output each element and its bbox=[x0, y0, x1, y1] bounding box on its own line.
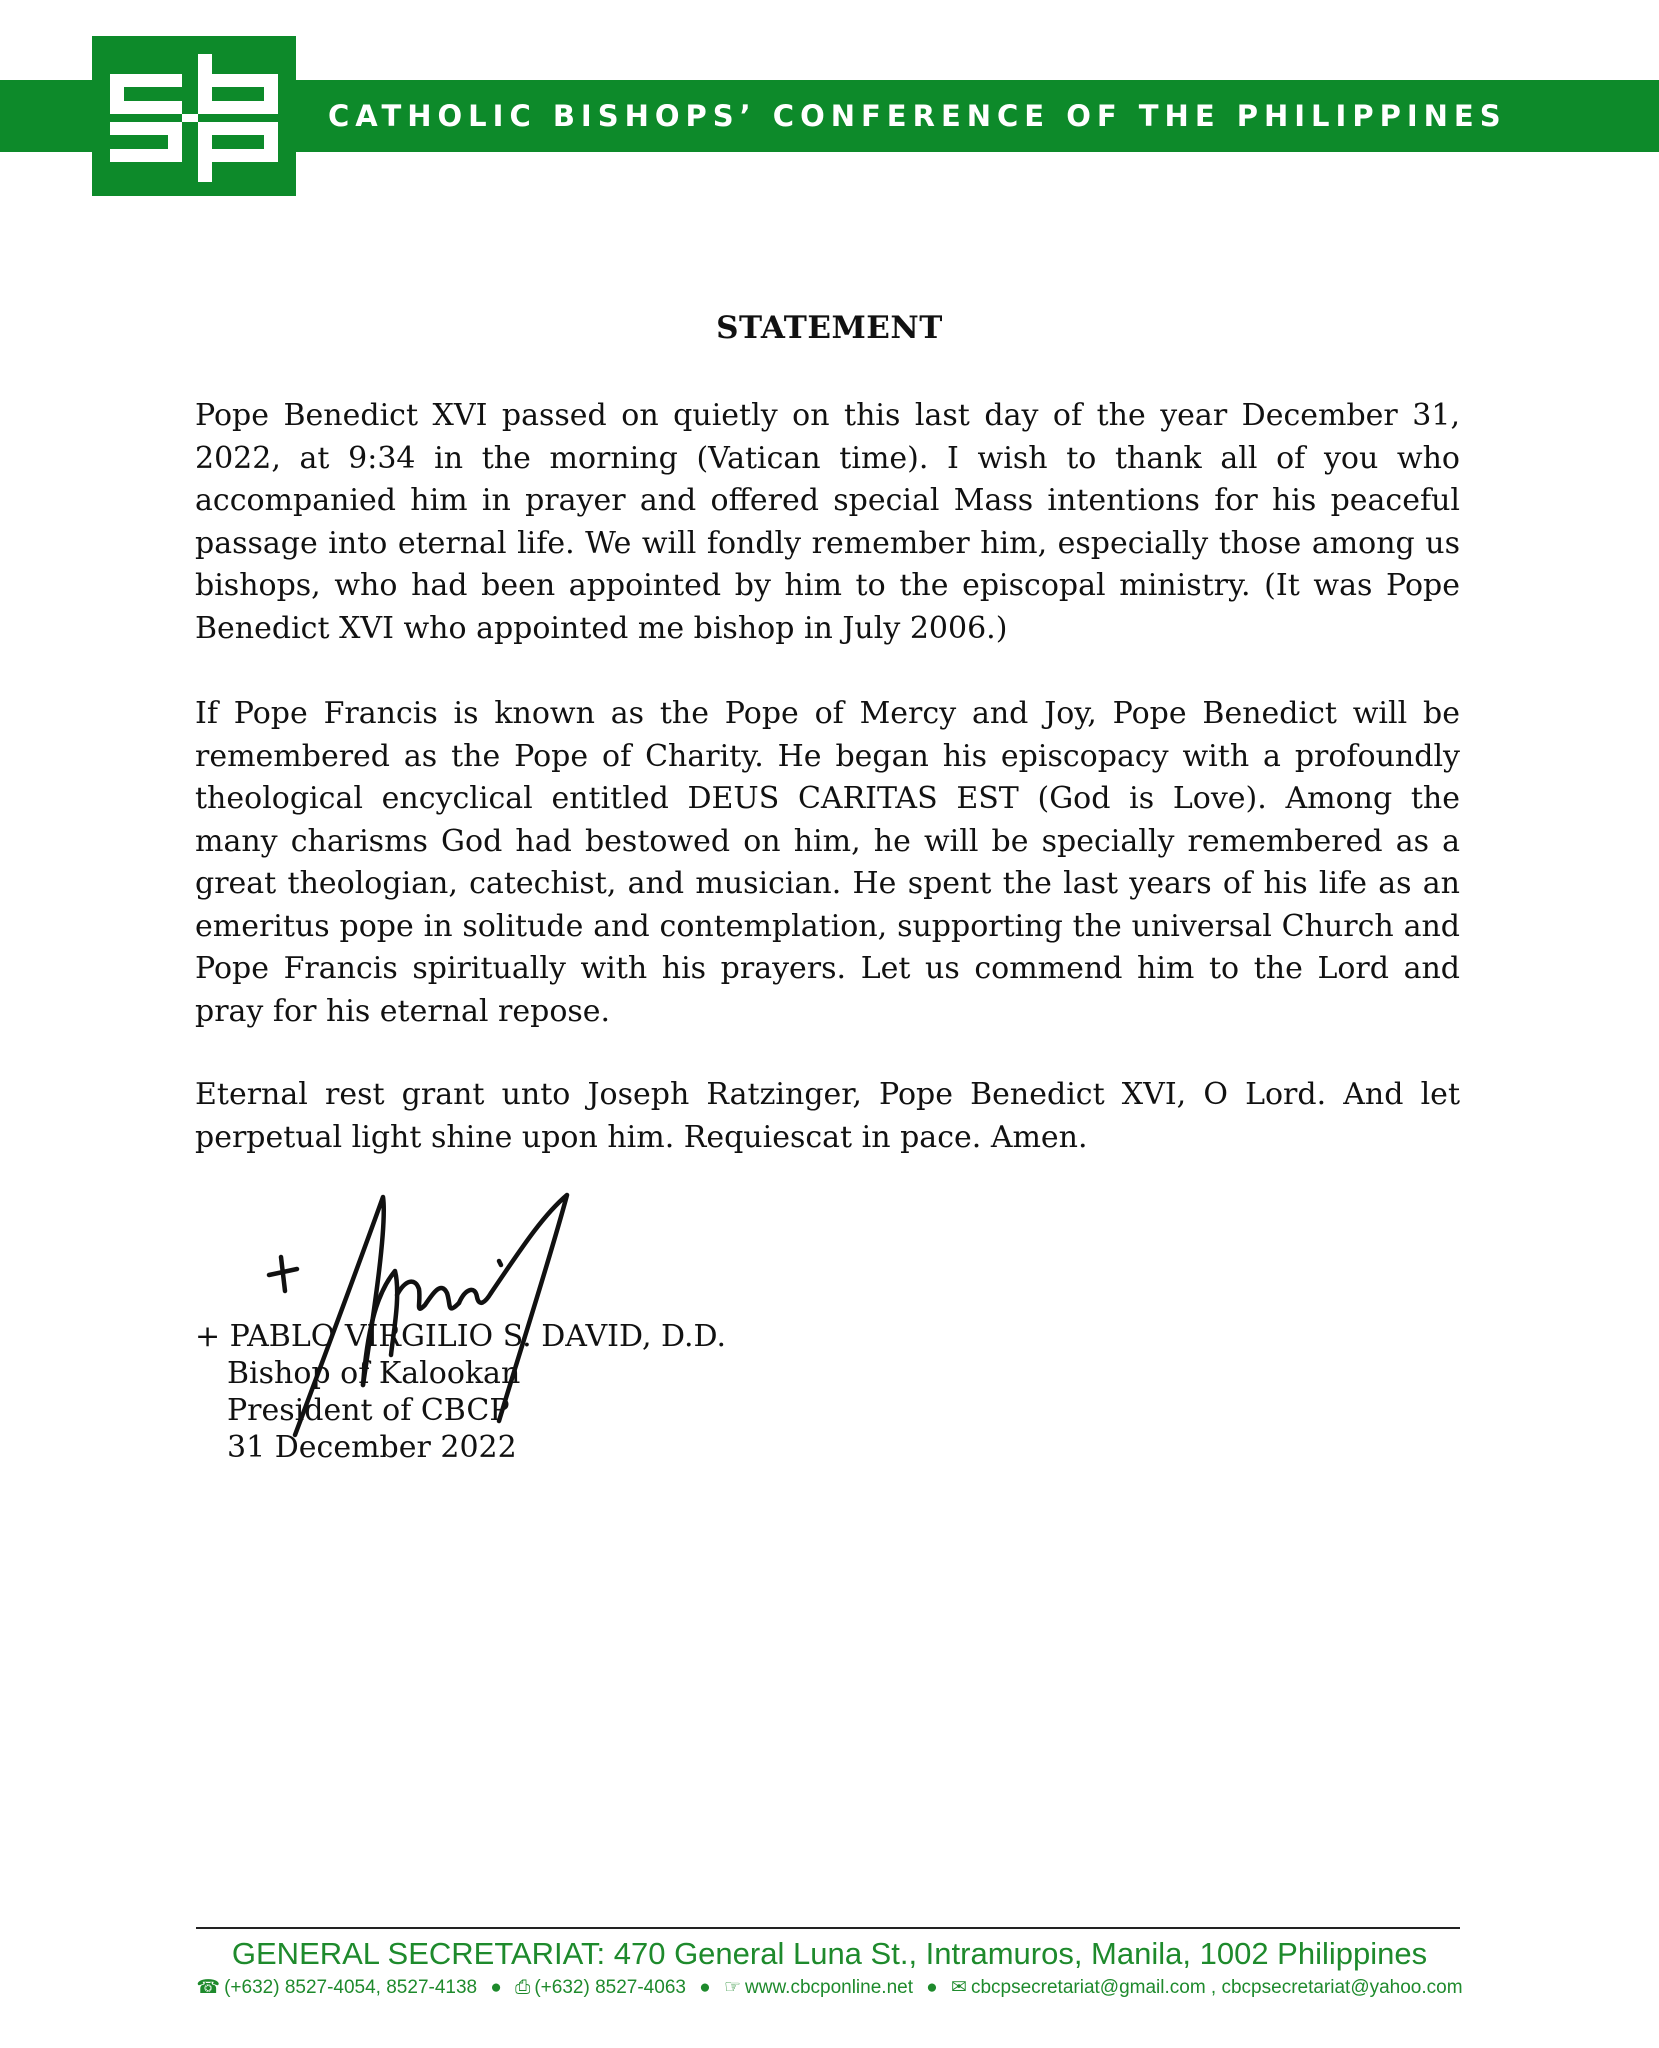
footer-emails[interactable]: cbcpsecretariat@gmail.com , cbcpsecretariat@yahoo.com bbox=[970, 1977, 1463, 1998]
signatory-title: Bishop of Kalookan bbox=[227, 1356, 521, 1391]
signature-date: 31 December 2022 bbox=[227, 1430, 517, 1465]
paragraph-1: Pope Benedict XVI passed on quietly on this last day of the year December 31, 2022, at 9:34 in the morning (Vatican time). I wish to thank all of you who accompanied him in prayer and offered special Mass intentions for his peaceful passage into eternal life. We will fondly remember him, especially those among us bishops, who had been appointed by him to the episcopal ministry. (It was Pope Benedict XVI who appointed me bishop in July 2006.) bbox=[195, 398, 1460, 646]
handwritten-signature bbox=[255, 1185, 595, 1449]
web-icon: ☞ bbox=[724, 1977, 742, 1998]
paragraph-2: If Pope Francis is known as the Pope of Mercy and Joy, Pope Benedict will be remembered as the Pope of Charity. He began his episcopacy with a profoundly theological encyclical entitled DEUS CARITAS EST (God is Love). Among the many charisms God had bestowed on him, he will be specially remembered as a great theologian, catechist, and musician. He spent the last years of his life as an emeritus pope in solitude and contemplation, supporting the universal Church and Pope Francis spiritually with his prayers. Let us commend him to the Lord and pray for his eternal repose. bbox=[195, 696, 1460, 1029]
document-title: STATEMENT bbox=[716, 310, 943, 346]
paragraph-3: Eternal rest grant unto Joseph Ratzinger, Pope Benedict XVI, O Lord. And let perpetual light shine upon him. Requiescat in pace. Amen. bbox=[195, 1077, 1460, 1155]
signatory-position: President of CBCP bbox=[227, 1393, 510, 1428]
bullet-separator: ● bbox=[699, 1977, 711, 1998]
phone-icon: ☎ bbox=[196, 1977, 221, 1998]
footer-website[interactable]: www.cbcponline.net bbox=[745, 1977, 913, 1998]
signatory-name: + PABLO VIRGILIO S. DAVID, D.D. bbox=[195, 1319, 727, 1354]
cbcp-logo bbox=[92, 36, 296, 196]
footer-phone: (+632) 8527-4054, 8527-4138 bbox=[224, 1977, 478, 1998]
footer-divider bbox=[196, 1927, 1460, 1929]
footer-contacts bbox=[0, 1976, 1659, 1999]
footer-address: GENERAL SECRETARIAT: 470 General Luna St., Intramuros, Manila, 1002 Philippines bbox=[231, 1936, 1428, 1971]
fax-icon: ⎙ bbox=[515, 1977, 531, 1998]
org-name: CATHOLIC BISHOPS’ CONFERENCE OF THE PHILIPPINES bbox=[328, 99, 1507, 133]
bullet-separator: ● bbox=[926, 1977, 938, 1998]
bullet-separator: ● bbox=[490, 1977, 502, 1998]
footer-fax: (+632) 8527-4063 bbox=[534, 1977, 686, 1998]
mail-icon: ✉ bbox=[951, 1977, 967, 1998]
